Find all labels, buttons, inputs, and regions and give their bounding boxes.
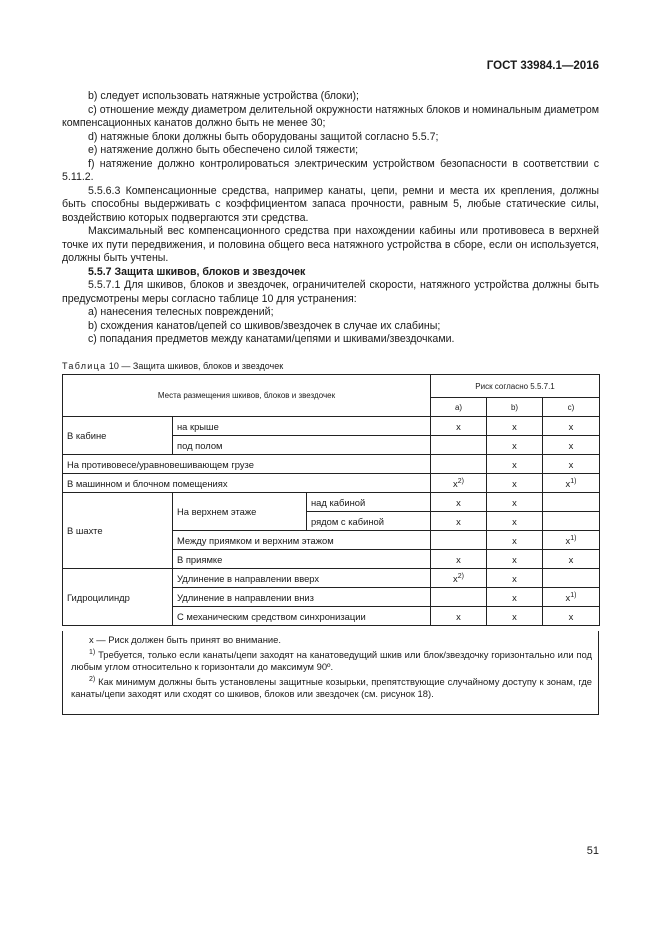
table-row (63, 474, 600, 493)
header-risk: Риск согласно 5.5.7.1 (431, 375, 600, 398)
row-label-under-floor: под полом (173, 436, 431, 455)
cell-c: x (543, 550, 600, 569)
row-group-cabin: В кабине (63, 417, 173, 455)
header-col-c: c) (543, 398, 600, 417)
list-item: b) схождения канатов/цепей со шкивов/звездочек в случае их слабины; (88, 319, 441, 332)
cell-c (543, 531, 600, 550)
cell-b: x (487, 569, 543, 588)
footnote-ref: 1) (570, 591, 577, 599)
row-label-roof: на крыше (173, 417, 431, 436)
table-row (63, 455, 600, 474)
row-subgroup-top-floor: На верхнем этаже (173, 493, 307, 531)
row-label-between-pit: Между приямком и верхним этажом (173, 531, 431, 550)
row-label-above-cabin: над кабиной (307, 493, 431, 512)
cell-a (431, 436, 487, 455)
footnote-ref: 2) (457, 572, 464, 580)
page-number: 51 (586, 845, 599, 857)
cell-c (543, 474, 600, 493)
cell-a: x (431, 417, 487, 436)
table-notes (62, 631, 599, 715)
cell-x: x (453, 572, 458, 584)
paragraph: e) натяжение должно быть обеспечено силой тяжести; (88, 144, 359, 156)
note-1 (71, 649, 592, 674)
cell-a (431, 569, 487, 588)
row-group-hydro: Гидроцилиндр (63, 569, 173, 626)
footnote-ref: 2) (457, 477, 464, 485)
cell-c: x (543, 455, 600, 474)
cell-x: x (453, 477, 458, 489)
cell-b: x (487, 531, 543, 550)
table-caption (62, 361, 283, 371)
paragraph: d) натяжные блоки должны быть оборудованы защитой согласно 5.5.7; (88, 130, 439, 143)
cell-b: x (487, 417, 543, 436)
note-mark: 1) (89, 648, 96, 656)
row-label-ext-up: Удлинение в направлении вверх (173, 569, 431, 588)
cell-a: x (431, 607, 487, 626)
header-places: Места размещения шкивов, блоков и звездочек (63, 375, 431, 417)
document-id: ГОСТ 33984.1—2016 (486, 60, 599, 72)
paragraph: f) натяжение должно контролироваться электрическим устройством безопасности в соответствии с 5.11.2. (62, 157, 599, 183)
table-caption-prefix: Таблица (62, 361, 107, 371)
cell-c: x (543, 436, 600, 455)
paragraph: 5.5.6.3 Компенсационные средства, например канаты, цепи, ремни и места их крепления, должны быть способны выдерживать с коэффициентом запаса прочности, равным 5, любые статические силы, воздействию которых подвергаются эти средства. (62, 184, 599, 224)
cell-b: x (487, 493, 543, 512)
cell-c (543, 493, 600, 512)
paragraph: Максимальный вес компенсационного средства при нахождении кабины или противовеса в верхней точке их пути передвижения, и половина общего веса натяжного устройства в сборе, если он используется, должны быть учтены. (62, 225, 599, 264)
cell-b: x (487, 474, 543, 493)
paragraph: c) отношение между диаметром делительной окружности натяжных блоков и номинальным диаметром компенсационных канатов должно быть не менее 30; (62, 103, 599, 129)
table-row (63, 493, 600, 512)
note-2 (71, 676, 592, 701)
header-col-b: b) (487, 398, 543, 417)
cell-c: x (543, 607, 600, 626)
cell-a (431, 474, 487, 493)
cell-c (543, 569, 600, 588)
row-label-in-pit: В приямке (173, 550, 431, 569)
cell-c (543, 512, 600, 531)
cell-b: x (487, 550, 543, 569)
table-caption-text: 10 — Защита шкивов, блоков и звездочек (108, 361, 284, 371)
cell-b: x (487, 607, 543, 626)
cell-a: x (431, 493, 487, 512)
footnote-ref: 1) (570, 534, 577, 542)
note-legend: x — Риск должен быть принят во внимание. (89, 634, 281, 645)
cell-b: x (487, 588, 543, 607)
paragraph: b) следует использовать натяжные устройства (блоки); (88, 90, 359, 102)
cell-a: x (431, 512, 487, 531)
cell-a: x (431, 550, 487, 569)
table-row (63, 417, 600, 436)
body-text (62, 90, 599, 347)
note-mark: 2) (89, 675, 96, 683)
cell-b: x (487, 512, 543, 531)
row-group-shaft: В шахте (63, 493, 173, 569)
cell-x: x (565, 534, 571, 546)
row-label-counterweight: На противовесе/уравновешивающем грузе (63, 455, 431, 474)
section-heading: 5.5.7 Защита шкивов, блоков и звездочек (88, 265, 306, 278)
list-item: c) попадания предметов между канатами/цепями и шкивами/звездочками. (88, 333, 455, 345)
header-col-a: a) (431, 398, 487, 417)
table-row (63, 569, 600, 588)
cell-a (431, 531, 487, 550)
cell-c: x (543, 417, 600, 436)
cell-b: x (487, 436, 543, 455)
table-10 (62, 374, 600, 626)
row-label-machine-room: В машинном и блочном помещениях (63, 474, 431, 493)
note-text: Как минимум должны быть установлены защитные козырьки, препятствующие случайному доступу к зонам, где канаты/цепи заходят или сходят со шкивов, блоков или звездочек (см. рисунок 18). (71, 675, 593, 700)
cell-x: x (565, 591, 571, 603)
row-label-sync: С механическим средством синхронизации (173, 607, 431, 626)
cell-b: x (487, 455, 543, 474)
cell-a (431, 588, 487, 607)
footnote-ref: 1) (570, 477, 577, 485)
paragraph: 5.5.7.1 Для шкивов, блоков и звездочек, ограничителей скорости, натяжного устройства должны быть предусмотрены меры согласно таблице 10 для устранения: (62, 279, 599, 305)
cell-a (431, 455, 487, 474)
cell-x: x (565, 477, 571, 489)
row-label-next-to-cabin: рядом с кабиной (307, 512, 431, 531)
list-item: a) нанесения телесных повреждений; (88, 306, 274, 318)
cell-c (543, 588, 600, 607)
note-text: Требуется, только если канаты/цепи заходят на канатоведущий шкив или блок/звездочку горизонтально или под любым углом относительно к горизонтали до максимум 90º. (71, 648, 593, 673)
row-label-ext-down: Удлинение в направлении вниз (173, 588, 431, 607)
